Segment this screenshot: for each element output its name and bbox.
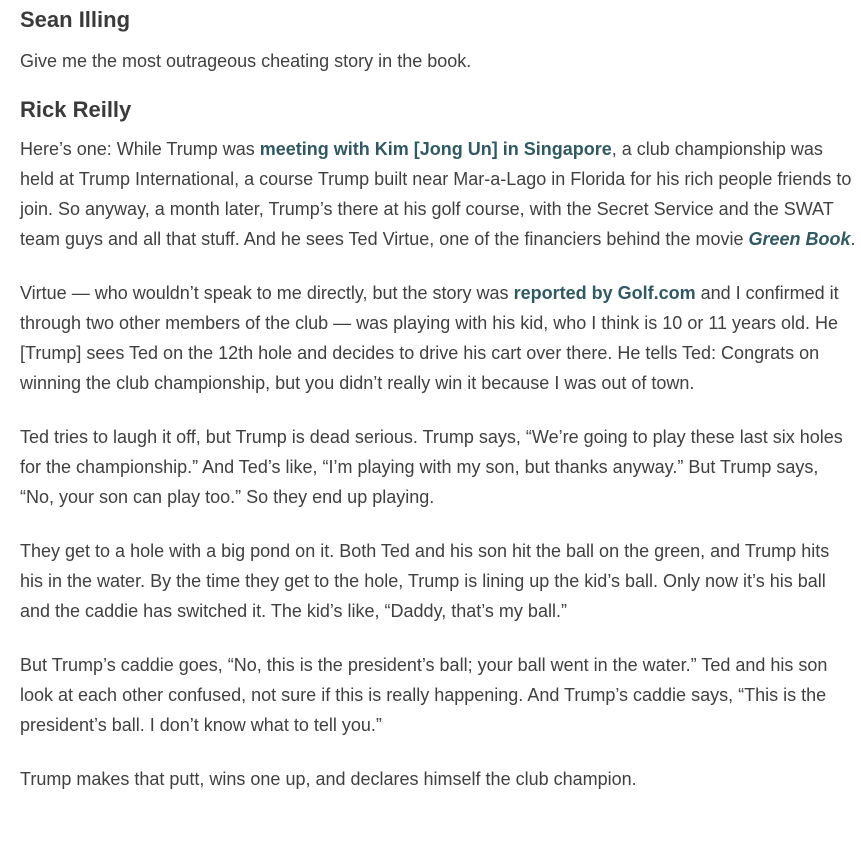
paragraph-text: Trump makes that putt, wins one up, and declares himself the club champion. (20, 769, 637, 789)
paragraph-text: Ted tries to laugh it off, but Trump is dead serious. Trump says, “We’re going to play these last six holes for the championship.” And Ted’s like, “I’m playing with my son, but thanks anyway.” But Trump says, “No, your son can play too.” So they end up playing. (20, 427, 843, 507)
kim-singapore-link[interactable]: meeting with Kim [Jong Un] in Singapore (259, 139, 612, 159)
question-paragraph (20, 46, 856, 76)
answer-paragraph (20, 422, 856, 512)
answer-paragraph (20, 134, 856, 254)
answer-paragraph (20, 764, 856, 794)
paragraph-text: and I confirmed it through two other members of the club — was playing with his kid, who I think is 10 or 11 years old. He [Trump] sees Ted on the 12th hole and decides to drive his cart over there. He tells Ted: Congrats on winning the club championship, but you didn’t really win it because I was out of town. (20, 283, 839, 393)
paragraph-text: , a club championship was held at Trump International, a course Trump built near Mar-a-Lago in Florida for his rich people friends to join. So anyway, a month later, Trump’s there at his golf course, with the Secret Service and the SWAT team guys and all that stuff. And he sees Ted Virtue, one of the financiers behind the movie (20, 139, 852, 249)
paragraph-text: Here’s one: While Trump was (20, 139, 260, 159)
golf-com-link[interactable]: reported by Golf.com (513, 283, 696, 303)
speaker-name: Rick Reilly (20, 97, 132, 122)
paragraph-text: . (850, 229, 856, 249)
speaker-name: Sean Illing (20, 7, 131, 32)
paragraph-text: Virtue — who wouldn’t speak to me directly, but the story was (20, 283, 514, 303)
article-body (20, 5, 856, 794)
answer-paragraph (20, 278, 856, 398)
answer-paragraph (20, 650, 856, 740)
paragraph-text: Give me the most outrageous cheating story in the book. (20, 51, 472, 71)
paragraph-text: But Trump’s caddie goes, “No, this is the president’s ball; your ball went in the water.” Ted and his son look at each other confused, not sure if this is really happening. And Trump’s caddie says, “This is the president’s ball. I don’t know what to tell you.” (20, 655, 828, 735)
paragraph-text: They get to a hole with a big pond on it. Both Ted and his son hit the ball on the green, and Trump hits his in the water. By the time they get to the hole, Trump is lining up the kid’s ball. Only now it’s his ball and the caddie has switched it. The kid’s like, “Daddy, that’s my ball.” (20, 541, 830, 621)
green-book-link[interactable]: Green Book (748, 229, 851, 249)
answer-paragraph (20, 536, 856, 626)
